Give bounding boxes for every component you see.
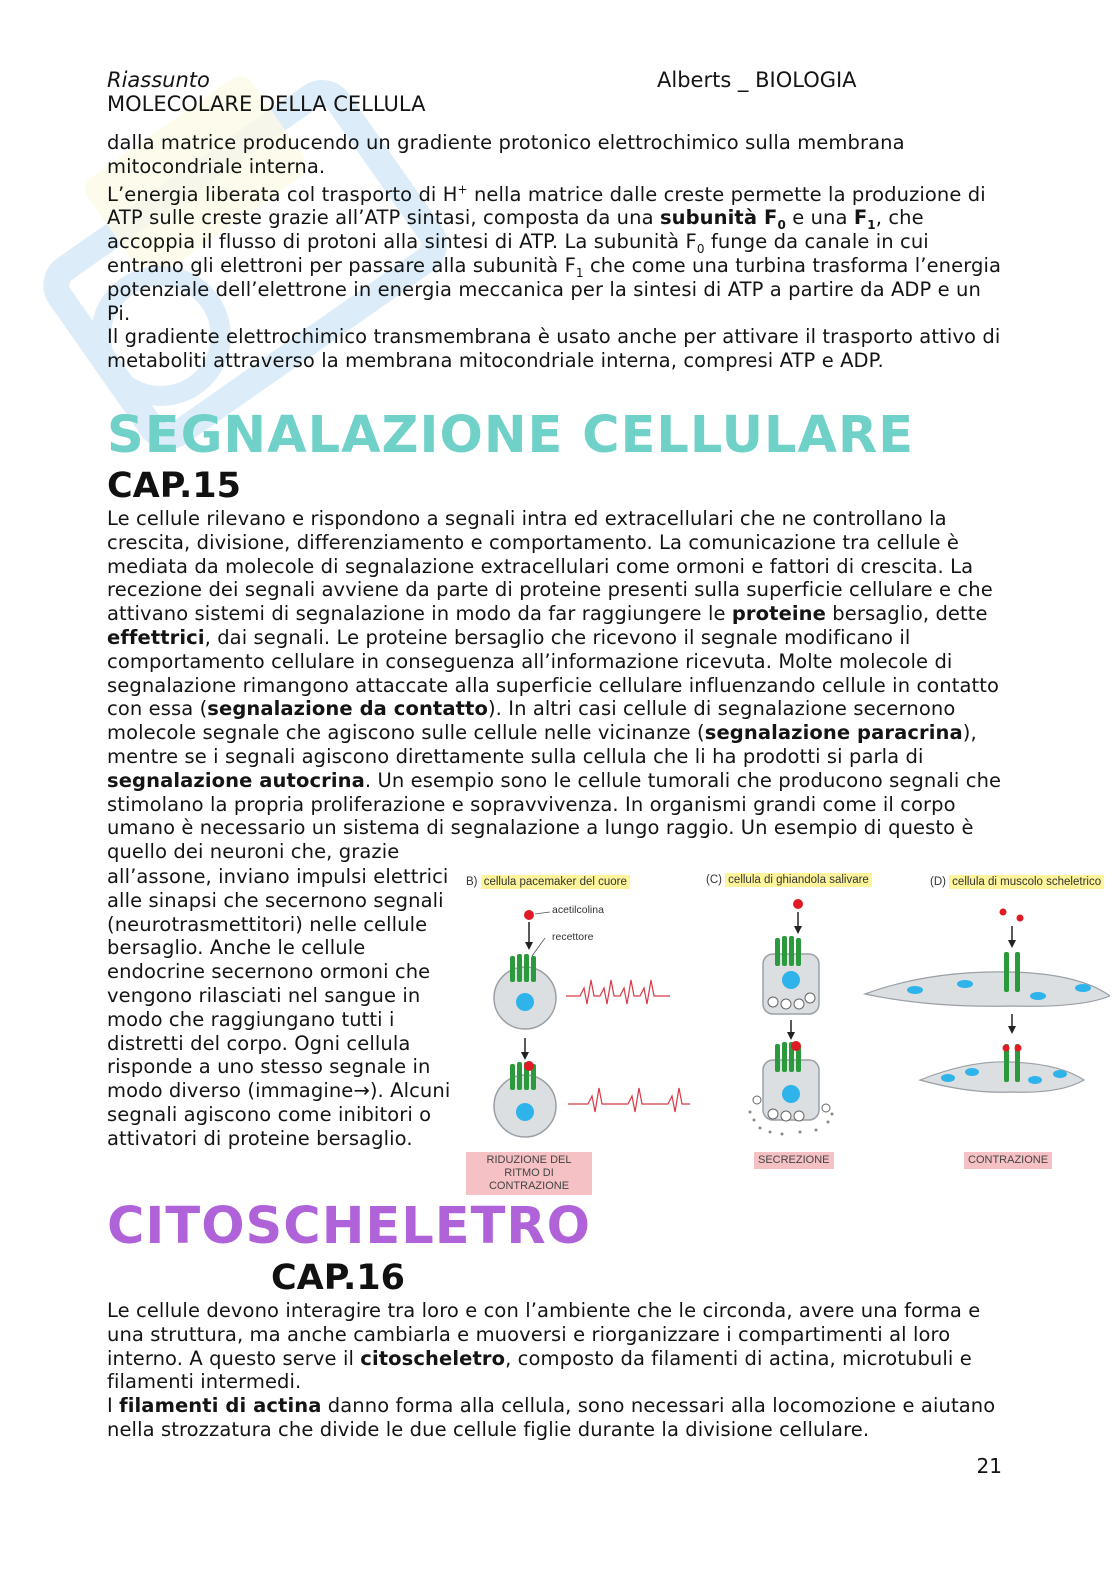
bold-term: subunità F — [659, 206, 778, 230]
text-run: e una — [785, 206, 854, 230]
section-title-signaling: SEGNALAZIONE CELLULARE — [107, 406, 915, 465]
signaling-side-text: all’assone, inviano impulsi elettrici alle sinapsi che secernono segnali (neurotrasmettitori) nelle cellule bersaglio. Anche le cellule endocrine secernono ormoni che vengono rilasciati nel sangue in modo che raggiungano tutti i distretti del corpo. Ogni cellula risponde a uno stesso segnale in modo diverso (immagine→). Alcuni segnali agiscono come inibitori o attivatori di proteine bersaglio. — [107, 865, 451, 1150]
cytoskeleton-paragraph-1 — [107, 1299, 1007, 1394]
label-prefix: (D) — [930, 876, 946, 888]
pacemaker-cell-before — [494, 910, 670, 1029]
section-title-cytoskeleton: CITOSCHELETRO — [107, 1197, 591, 1256]
bold-term: F — [853, 206, 868, 230]
bold-term: filamenti di actina — [119, 1394, 322, 1418]
label-text: cellula pacemaker del cuore — [481, 875, 630, 889]
salivary-cell-before — [763, 899, 819, 1014]
result-box-secretion: SECREZIONE — [754, 1152, 834, 1169]
text-run: danno forma alla cellula, sono necessari alla locomozione e aiutano nella strozzatura che divide le due cellule figlie durante la divisione cellulare. — [107, 1394, 996, 1441]
text-run: , che accoppia il flusso di protoni alla sintesi di ATP. La subunità F — [107, 206, 924, 254]
text-run: ). In altri casi cellule di segnalazione secernono molecole segnale che agiscono sulle cellule nelle vicinanze ( — [107, 697, 956, 745]
superscript: + — [457, 182, 468, 197]
text-run: L’energia liberata col trasporto di H — [107, 182, 458, 206]
text-run: bersaglio, dette — [826, 602, 988, 626]
cell-response-figure — [460, 868, 1110, 1192]
label-text: cellula di muscolo scheletrico — [949, 875, 1104, 889]
signaling-text — [107, 507, 1007, 864]
text-run: , composto da filamenti di actina, microtubuli e filamenti intermedi. — [107, 1346, 972, 1394]
cytoskeleton-text — [107, 1299, 1007, 1442]
salivary-cell-after — [749, 1041, 834, 1136]
muscle-cell-before — [865, 909, 1110, 1007]
acetylcholine-label: acetilcolina — [552, 904, 604, 916]
text-run: I — [107, 1394, 120, 1418]
bold-term: segnalazione da contatto — [207, 697, 488, 721]
text-run: , dai segnali. Le proteine bersaglio che ricevono il segnale modificano il comportamento cellulare in conseguenza all’informazione ricevuta. Molte molecole di segnalazione rimangono attaccate alla superficie cellulare influenzando cellule in contatto con essa ( — [107, 625, 1000, 721]
text-run: Le cellule rilevano e rispondono a segnali intra ed extracellulari che ne controllano la crescita, divisione, differenziamento e comportamento. La comunicazione tra cellule è mediata da molecole di segnalazione extracellulari come ormoni e fattori di crescita. La recezione dei segnali avviene da parte di proteine presenti sulla superficie cellulare e che attivano sistemi di segnalazione in modo da far raggiungere le — [107, 507, 993, 626]
chapter-16-heading: CAP.16 — [271, 1258, 406, 1298]
result-box-heart: RIDUZIONE DEL RITMO DI CONTRAZIONE — [466, 1152, 592, 1195]
cytoskeleton-paragraph-2 — [107, 1394, 1007, 1442]
text-run: funge da canale in cui entrano gli elettroni per passare alla subunità F — [107, 230, 929, 277]
intro-paragraph-1: dalla matrice producendo un gradiente protonico elettrochimico sulla membrana mitocondriale interna. — [107, 131, 905, 178]
figure-illustration — [460, 868, 1110, 1158]
label-prefix: (C) — [706, 874, 722, 886]
intro-text — [107, 131, 1007, 373]
receptor-label: recettore — [552, 931, 594, 943]
subscript: 0 — [696, 242, 705, 257]
muscle-cell-after — [920, 1044, 1084, 1092]
bold-term: proteine — [731, 602, 826, 626]
intro-paragraph-2 — [107, 183, 1007, 326]
text-run: Le cellule devono interagire tra loro e con l’ambiente che le circonda, avere una forma e una struttura, ma anche cambiarla e muoversi e riorganizzare i compartimenti al loro interno. A questo serve il — [107, 1299, 981, 1370]
pacemaker-cell-after — [494, 1061, 690, 1137]
label-text: cellula di ghiandola salivare — [725, 873, 872, 887]
subscript: 0 — [777, 218, 786, 233]
header-left — [107, 68, 425, 116]
result-box-contraction: CONTRAZIONE — [964, 1152, 1052, 1169]
subscript: 1 — [867, 218, 876, 233]
text-run: ), mentre se i segnali agiscono direttamente sulla cellula che li ha prodotti si parla di — [107, 721, 977, 768]
signaling-paragraph — [107, 507, 1007, 864]
intro-paragraph-3: Il gradiente elettrochimico transmembrana è usato anche per attivare il trasporto attivo di metaboliti attraverso la membrana mitocondriale interna, compresi ATP e ADP. — [107, 325, 1001, 373]
bold-term: effettrici — [107, 625, 205, 649]
bold-term: citoscheletro — [360, 1346, 506, 1370]
page-number: 21 — [976, 1454, 1002, 1478]
subscript: 1 — [575, 265, 584, 280]
text-run: nella matrice dalle creste permette la produzione di ATP sulle creste grazie all’ATP sintasi, composta da una — [107, 182, 986, 230]
header-left-line2: MOLECOLARE DELLA CELLULA — [107, 92, 426, 116]
text-run: . Un esempio sono le cellule tumorali che producono segnali che stimolano la propria proliferazione e sopravvivenza. In organismi grandi come il corpo umano è necessario un sistema di segnalazione a lungo raggio. Un esempio di questo è quello dei neuroni che, grazie — [107, 768, 1002, 864]
bold-term: segnalazione autocrina — [107, 768, 365, 792]
header-left-line1: Riassunto — [107, 68, 210, 92]
header-right: Alberts _ BIOLOGIA — [657, 68, 857, 92]
bold-term: segnalazione paracrina — [704, 721, 963, 745]
chapter-15-heading: CAP.15 — [107, 466, 242, 506]
text-run: che come una turbina trasforma l’energia potenziale dell’elettrone in energia meccanica per la sintesi di ATP a partire da ADP e un Pi. — [107, 253, 1002, 325]
label-prefix: B) — [466, 876, 478, 888]
